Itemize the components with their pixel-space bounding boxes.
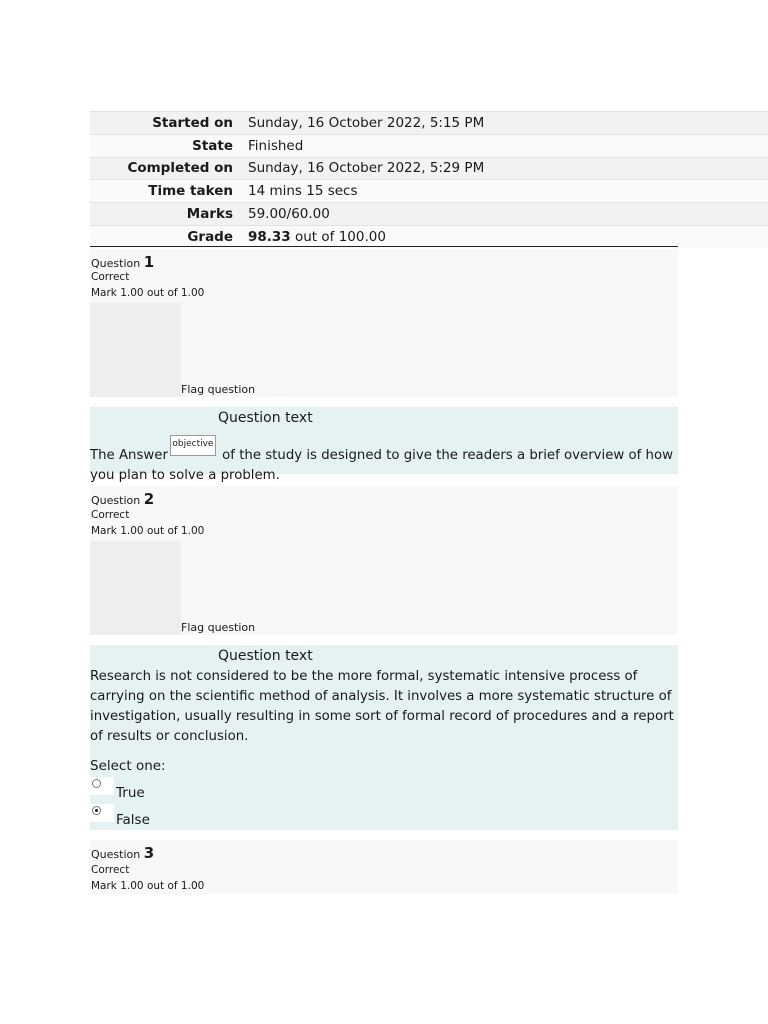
question-mark: Mark 1.00 out of 1.00	[91, 287, 205, 299]
question-content-2	[90, 645, 678, 830]
option-true-label[interactable]: True	[116, 785, 145, 801]
summary-value: 14 mins 15 secs	[240, 180, 768, 203]
summary-row-time-taken	[90, 180, 768, 203]
select-one-label: Select one:	[90, 758, 166, 774]
option-false-label[interactable]: False	[116, 812, 150, 828]
question-mark: Mark 1.00 out of 1.00	[91, 525, 205, 537]
question-info-3	[90, 840, 678, 894]
summary-row-completed	[90, 157, 768, 180]
question-label: Question 2	[91, 490, 155, 508]
radio-false[interactable]	[90, 804, 114, 822]
summary-row-state	[90, 134, 768, 157]
question-text: The Answerobjective of the study is designed to give the readers a brief overview of how you plan to solve a problem.	[90, 435, 676, 486]
summary-row-marks	[90, 203, 768, 226]
question-number: 3	[143, 844, 155, 862]
summary-label: Time taken	[90, 180, 240, 203]
summary-value: Sunday, 16 October 2022, 5:15 PM	[240, 112, 768, 135]
question-status: Correct	[91, 864, 130, 876]
question-info-2	[90, 486, 678, 635]
summary-label: Grade	[90, 225, 240, 248]
question-label: Question 3	[91, 844, 155, 862]
summary-label: Completed on	[90, 157, 240, 180]
summary-label: Started on	[90, 112, 240, 135]
question-text-heading: Question text	[218, 410, 313, 426]
question-content-1	[90, 407, 678, 483]
summary-value: 59.00/60.00	[240, 203, 768, 226]
question-number: 1	[143, 253, 155, 271]
radio-selected-icon	[92, 806, 101, 815]
summary-value: Sunday, 16 October 2022, 5:29 PM	[240, 157, 768, 180]
summary-row-grade	[90, 225, 768, 248]
question-text-heading: Question text	[218, 648, 313, 664]
summary-row-started	[90, 112, 768, 135]
radio-true[interactable]	[90, 777, 114, 795]
question-text: Research is not considered to be the more formal, systematic intensive process of carrying on the scientific method of analysis. It involves a more systematic structure of investigation, usually resulting in some sort of formal record of procedures and a report of results or conclusion.	[90, 669, 674, 744]
question-info-panel	[90, 541, 181, 635]
grade-suffix: out of 100.00	[290, 229, 386, 246]
question-number: 2	[143, 490, 155, 508]
question-label: Question 1	[91, 253, 155, 271]
question-status: Correct	[91, 509, 130, 521]
summary-divider	[90, 246, 678, 247]
flag-question-link[interactable]: Flag question	[181, 383, 256, 396]
flag-question-link[interactable]: Flag question	[181, 621, 256, 634]
radio-circle-icon	[92, 779, 101, 788]
summary-value: Finished	[240, 134, 768, 157]
question-status: Correct	[91, 271, 130, 283]
answer-input[interactable]: objective	[170, 435, 216, 456]
summary-label: State	[90, 134, 240, 157]
summary-value	[240, 225, 768, 248]
summary-label: Marks	[90, 203, 240, 226]
question-info-panel	[90, 303, 181, 397]
attempt-summary-table	[90, 111, 768, 248]
question-info-1	[90, 249, 678, 397]
grade-score: 98.33	[248, 229, 291, 246]
question-mark: Mark 1.00 out of 1.00	[91, 880, 205, 892]
